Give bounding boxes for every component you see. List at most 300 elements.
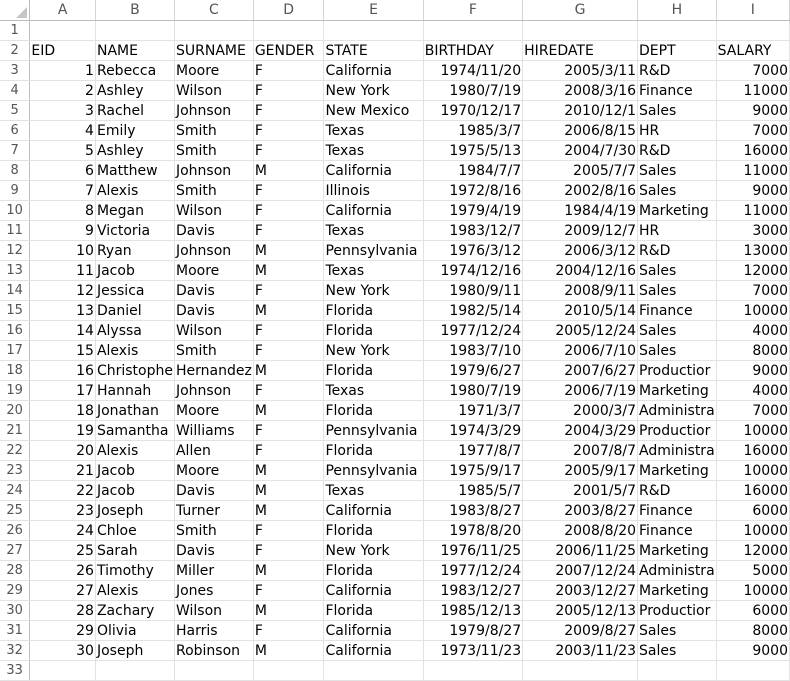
cell[interactable]: 8000	[716, 341, 789, 361]
row-header[interactable]: 9	[0, 181, 30, 201]
cell[interactable]: F	[253, 381, 324, 401]
cell[interactable]: 5000	[716, 561, 789, 581]
cell[interactable]: Administra	[639, 562, 715, 579]
cell[interactable]: Texas	[324, 121, 423, 141]
cell[interactable]: New York	[324, 281, 423, 301]
column-header-i[interactable]: I	[716, 0, 789, 21]
cell[interactable]: Ashley	[95, 81, 174, 101]
cell[interactable]: Robinson	[174, 641, 253, 661]
cell[interactable]: 2001/5/7	[523, 481, 638, 501]
cell[interactable]: 2010/5/14	[523, 301, 638, 321]
cell[interactable]: Megan	[95, 201, 174, 221]
row-header[interactable]: 24	[0, 481, 30, 501]
cell[interactable]: Davis	[174, 221, 253, 241]
cell[interactable]: SALARY	[716, 41, 789, 61]
cell[interactable]: 2007/12/24	[523, 561, 638, 581]
cell[interactable]: 1983/8/27	[423, 501, 522, 521]
cell[interactable]	[30, 21, 96, 41]
cell[interactable]: Allen	[174, 441, 253, 461]
cell[interactable]: Smith	[174, 181, 253, 201]
cell[interactable]: 2008/8/20	[523, 521, 638, 541]
cell[interactable]: Florida	[324, 401, 423, 421]
cell[interactable]: R&D	[638, 141, 717, 161]
cell[interactable]: STATE	[324, 41, 423, 61]
cell[interactable]: 2004/3/29	[523, 421, 638, 441]
cell[interactable]: Productior	[638, 361, 717, 381]
cell[interactable]: 12000	[716, 261, 789, 281]
row-header[interactable]: 21	[0, 421, 30, 441]
cell[interactable]: HR	[638, 221, 717, 241]
cell[interactable]: California	[324, 621, 423, 641]
row-header[interactable]: 17	[0, 341, 30, 361]
cell[interactable]	[324, 661, 423, 681]
cell[interactable]: Matthew	[95, 161, 174, 181]
cell[interactable]: M	[253, 601, 324, 621]
cell[interactable]: Moore	[174, 61, 253, 81]
cell[interactable]: 1977/12/24	[423, 561, 522, 581]
cell[interactable]: 1976/3/12	[423, 241, 522, 261]
cell[interactable]	[423, 661, 522, 681]
cell[interactable]: Pennsylvania	[324, 241, 423, 261]
cell[interactable]: Samantha	[95, 421, 174, 441]
cell[interactable]: Florida	[324, 601, 423, 621]
column-header-c[interactable]: C	[174, 0, 253, 21]
cell[interactable]: Sales	[638, 181, 717, 201]
cell[interactable]: 10000	[716, 581, 789, 601]
cell[interactable]: 5	[30, 141, 96, 161]
cell[interactable]: California	[324, 581, 423, 601]
cell[interactable]: 23	[30, 501, 96, 521]
cell[interactable]: 11000	[716, 161, 789, 181]
cell[interactable]: M	[253, 261, 324, 281]
cell[interactable]: 8	[30, 201, 96, 221]
cell[interactable]: 6000	[716, 601, 789, 621]
cell[interactable]: Hannah	[95, 381, 174, 401]
cell[interactable]: Marketing	[638, 381, 717, 401]
cell[interactable]: New Mexico	[324, 101, 423, 121]
cell[interactable]: 1980/7/19	[423, 81, 522, 101]
cell[interactable]: 3000	[716, 221, 789, 241]
cell[interactable]: Smith	[174, 121, 253, 141]
cell[interactable]	[95, 21, 174, 41]
cell[interactable]: 9	[30, 221, 96, 241]
cell[interactable]: 1980/9/11	[423, 281, 522, 301]
cell[interactable]: Sarah	[95, 541, 174, 561]
cell[interactable]: F	[253, 201, 324, 221]
cell[interactable]: Productior	[638, 421, 717, 441]
cell[interactable]: Sales	[638, 341, 717, 361]
row-header[interactable]: 29	[0, 581, 30, 601]
cell[interactable]: 10000	[716, 461, 789, 481]
cell[interactable]: Timothy	[95, 561, 174, 581]
cell[interactable]: Moore	[174, 261, 253, 281]
cell[interactable]	[638, 21, 717, 41]
cell[interactable]: 2008/3/16	[523, 81, 638, 101]
cell[interactable]: Turner	[174, 501, 253, 521]
cell[interactable]: 2009/8/27	[523, 621, 638, 641]
row-header[interactable]: 19	[0, 381, 30, 401]
row-header[interactable]: 11	[0, 221, 30, 241]
cell[interactable]: Administra	[639, 442, 715, 459]
cell[interactable]: 1	[30, 61, 96, 81]
cell[interactable]: M	[253, 501, 324, 521]
cell[interactable]: 7000	[716, 281, 789, 301]
cell[interactable]: 2003/11/23	[523, 641, 638, 661]
cell[interactable]: 14	[30, 321, 96, 341]
cell[interactable]: Sales	[638, 621, 717, 641]
row-header[interactable]: 25	[0, 501, 30, 521]
cell[interactable]: New York	[324, 81, 423, 101]
cell[interactable]: M	[253, 461, 324, 481]
cell[interactable]: 4	[30, 121, 96, 141]
cell[interactable]	[523, 661, 638, 681]
cell[interactable]: 2005/12/13	[523, 601, 638, 621]
row-header[interactable]: 12	[0, 241, 30, 261]
column-header-a[interactable]: A	[30, 0, 96, 21]
cell[interactable]: Jacob	[95, 261, 174, 281]
cell[interactable]: Texas	[324, 481, 423, 501]
cell[interactable]: HIREDATE	[523, 41, 638, 61]
cell[interactable]: 4000	[716, 381, 789, 401]
cell[interactable]: Joseph	[95, 501, 174, 521]
cell[interactable]	[95, 661, 174, 681]
row-header[interactable]: 33	[0, 661, 30, 681]
row-header[interactable]: 1	[0, 21, 30, 41]
cell[interactable]: 2005/3/11	[523, 61, 638, 81]
column-header-g[interactable]: G	[523, 0, 638, 21]
cell[interactable]: 9000	[716, 181, 789, 201]
cell[interactable]	[423, 21, 522, 41]
cell[interactable]: 9000	[716, 641, 789, 661]
cell[interactable]: 2005/9/17	[523, 461, 638, 481]
cell[interactable]: SURNAME	[174, 41, 253, 61]
cell[interactable]: Administra	[639, 402, 715, 419]
cell[interactable]: Moore	[174, 401, 253, 421]
cell[interactable]: M	[253, 481, 324, 501]
cell[interactable]: F	[253, 441, 324, 461]
cell[interactable]: 1975/9/17	[423, 461, 522, 481]
cell[interactable]: 1983/7/10	[423, 341, 522, 361]
cell[interactable]: Texas	[324, 261, 423, 281]
cell[interactable]: 16000	[716, 441, 789, 461]
row-header[interactable]: 3	[0, 61, 30, 81]
cell[interactable]: 2006/7/19	[523, 381, 638, 401]
cell[interactable]: Marketing	[638, 201, 717, 221]
cell[interactable]: F	[253, 541, 324, 561]
cell[interactable]: R&D	[638, 481, 717, 501]
cell[interactable]: M	[253, 641, 324, 661]
cell[interactable]: California	[324, 641, 423, 661]
cell[interactable]: 1972/8/16	[423, 181, 522, 201]
cell[interactable]: F	[253, 341, 324, 361]
cell[interactable]: 25	[30, 541, 96, 561]
row-header[interactable]: 7	[0, 141, 30, 161]
row-header[interactable]: 28	[0, 561, 30, 581]
cell[interactable]: 13	[30, 301, 96, 321]
cell[interactable]: 2003/12/27	[523, 581, 638, 601]
cell[interactable]: 1979/4/19	[423, 201, 522, 221]
cell[interactable]: F	[253, 61, 324, 81]
row-header[interactable]: 16	[0, 321, 30, 341]
cell[interactable]: 30	[30, 641, 96, 661]
row-header[interactable]: 30	[0, 601, 30, 621]
cell[interactable]: R&D	[638, 241, 717, 261]
cell[interactable]: 7000	[716, 61, 789, 81]
cell[interactable]: 1977/8/7	[423, 441, 522, 461]
column-header-d[interactable]: D	[253, 0, 324, 21]
cell[interactable]: 11000	[716, 201, 789, 221]
cell[interactable]: Wilson	[174, 601, 253, 621]
cell[interactable]: Marketing	[638, 541, 717, 561]
cell[interactable]: 11	[30, 261, 96, 281]
cell[interactable]: 1985/3/7	[423, 121, 522, 141]
cell[interactable]: Zachary	[95, 601, 174, 621]
cell[interactable]: Jessica	[95, 281, 174, 301]
cell[interactable]: 1983/12/27	[423, 581, 522, 601]
cell[interactable]: Pennsylvania	[324, 461, 423, 481]
cell[interactable]: 7000	[716, 121, 789, 141]
cell[interactable]: Ashley	[95, 141, 174, 161]
cell[interactable]: 1974/11/20	[423, 61, 522, 81]
cell[interactable]: 29	[30, 621, 96, 641]
cell[interactable]: 15	[30, 341, 96, 361]
cell[interactable]: California	[324, 501, 423, 521]
cell[interactable]: Olivia	[95, 621, 174, 641]
cell[interactable]: M	[253, 241, 324, 261]
cell[interactable]: Finance	[638, 301, 717, 321]
cell[interactable]: 11000	[716, 81, 789, 101]
cell[interactable]: California	[324, 161, 423, 181]
cell[interactable]: 1982/5/14	[423, 301, 522, 321]
cell[interactable]: Finance	[638, 81, 717, 101]
cell[interactable]: 6000	[716, 501, 789, 521]
cell[interactable]: New York	[324, 341, 423, 361]
cell[interactable]: New York	[324, 541, 423, 561]
cell[interactable]: 17	[30, 381, 96, 401]
cell[interactable]: Victoria	[95, 221, 174, 241]
cell[interactable]: Finance	[638, 521, 717, 541]
cell[interactable]: Davis	[174, 541, 253, 561]
cell[interactable]: Miller	[174, 561, 253, 581]
cell[interactable]: Alexis	[95, 341, 174, 361]
cell[interactable]: F	[253, 321, 324, 341]
cell[interactable]: Sales	[638, 321, 717, 341]
cell[interactable]: F	[253, 281, 324, 301]
cell[interactable]: Chloe	[95, 521, 174, 541]
cell[interactable]: Jonathan	[95, 401, 174, 421]
cell[interactable]: Florida	[324, 521, 423, 541]
cell[interactable]: F	[253, 181, 324, 201]
cell[interactable]: Illinois	[324, 181, 423, 201]
cell[interactable]: Florida	[324, 361, 423, 381]
cell[interactable]: Florida	[324, 561, 423, 581]
column-header-e[interactable]: E	[324, 0, 423, 21]
row-header[interactable]: 27	[0, 541, 30, 561]
cell[interactable]: Davis	[174, 301, 253, 321]
cell[interactable]: 16000	[716, 481, 789, 501]
cell[interactable]	[716, 661, 789, 681]
cell[interactable]: Smith	[174, 141, 253, 161]
cell[interactable]: 2	[30, 81, 96, 101]
cell[interactable]: 7	[30, 181, 96, 201]
cell[interactable]: Florida	[324, 301, 423, 321]
cell[interactable]: F	[253, 81, 324, 101]
cell[interactable]: Sales	[638, 281, 717, 301]
row-header[interactable]: 8	[0, 161, 30, 181]
cell[interactable]: 2004/12/16	[523, 261, 638, 281]
cell[interactable]: 1974/3/29	[423, 421, 522, 441]
cell[interactable]: DEPT	[638, 41, 717, 61]
cell[interactable]: 2008/9/11	[523, 281, 638, 301]
cell[interactable]: M	[253, 401, 324, 421]
cell[interactable]: 8000	[716, 621, 789, 641]
cell[interactable]: Johnson	[174, 381, 253, 401]
cell[interactable]: Alexis	[95, 581, 174, 601]
cell[interactable]: Marketing	[638, 461, 717, 481]
column-header-f[interactable]: F	[423, 0, 522, 21]
cell[interactable]: Davis	[174, 281, 253, 301]
column-header-b[interactable]: B	[95, 0, 174, 21]
cell[interactable]	[638, 661, 717, 681]
cell[interactable]: 2002/8/16	[523, 181, 638, 201]
cell[interactable]: F	[253, 101, 324, 121]
cell[interactable]: Texas	[324, 221, 423, 241]
cell[interactable]: 1970/12/17	[423, 101, 522, 121]
cell[interactable]: Smith	[174, 341, 253, 361]
cell[interactable]: F	[253, 141, 324, 161]
cell[interactable]: Rachel	[95, 101, 174, 121]
cell[interactable]: 2003/8/27	[523, 501, 638, 521]
cell[interactable]: Jones	[174, 581, 253, 601]
cell[interactable]: M	[253, 161, 324, 181]
cell[interactable]: 1985/5/7	[423, 481, 522, 501]
cell[interactable]: Wilson	[174, 81, 253, 101]
cell[interactable]: 28	[30, 601, 96, 621]
cell[interactable]: 1974/12/16	[423, 261, 522, 281]
cell[interactable]: 2000/3/7	[523, 401, 638, 421]
row-header[interactable]: 4	[0, 81, 30, 101]
cell[interactable]: Johnson	[174, 161, 253, 181]
row-header[interactable]: 18	[0, 361, 30, 381]
row-header[interactable]: 5	[0, 101, 30, 121]
cell[interactable]: California	[324, 61, 423, 81]
cell[interactable]: 4000	[716, 321, 789, 341]
cell[interactable]: Finance	[638, 501, 717, 521]
cell[interactable]: GENDER	[253, 41, 324, 61]
cell[interactable]: Florida	[324, 441, 423, 461]
row-header[interactable]: 15	[0, 301, 30, 321]
cell[interactable]: Williams	[174, 421, 253, 441]
cell[interactable]: 13000	[716, 241, 789, 261]
cell[interactable]: 2009/12/7	[523, 221, 638, 241]
cell[interactable]: 27	[30, 581, 96, 601]
cell[interactable]: 2006/3/12	[523, 241, 638, 261]
cell[interactable]	[174, 661, 253, 681]
cell[interactable]: California	[324, 201, 423, 221]
cell[interactable]: Harris	[174, 621, 253, 641]
cell[interactable]: Joseph	[95, 641, 174, 661]
cell[interactable]: Alexis	[95, 441, 174, 461]
cell[interactable]	[30, 661, 96, 681]
cell[interactable]: Christophe	[96, 362, 173, 379]
cell[interactable]: 22	[30, 481, 96, 501]
cell[interactable]: Wilson	[174, 201, 253, 221]
cell[interactable]: 6	[30, 161, 96, 181]
cell[interactable]: 16	[30, 361, 96, 381]
cell[interactable]: 12	[30, 281, 96, 301]
cell[interactable]	[253, 661, 324, 681]
cell[interactable]: 19	[30, 421, 96, 441]
cell[interactable]: Ryan	[95, 241, 174, 261]
row-header[interactable]: 13	[0, 261, 30, 281]
cell[interactable]: F	[253, 521, 324, 541]
cell[interactable]: 12000	[716, 541, 789, 561]
cell[interactable]	[716, 21, 789, 41]
cell[interactable]: 1984/7/7	[423, 161, 522, 181]
cell[interactable]: 3	[30, 101, 96, 121]
cell[interactable]: Jacob	[95, 461, 174, 481]
row-header[interactable]: 31	[0, 621, 30, 641]
cell[interactable]: 1971/3/7	[423, 401, 522, 421]
cell[interactable]: Wilson	[174, 321, 253, 341]
cell[interactable]: R&D	[638, 61, 717, 81]
cell[interactable]: 1976/11/25	[423, 541, 522, 561]
cell[interactable]: 2006/8/15	[523, 121, 638, 141]
cell[interactable]	[523, 21, 638, 41]
cell[interactable]: EID	[30, 41, 96, 61]
cell[interactable]: Marketing	[638, 581, 717, 601]
cell[interactable]: 16000	[716, 141, 789, 161]
cell[interactable]: BIRTHDAY	[423, 41, 522, 61]
cell[interactable]: 2007/6/27	[523, 361, 638, 381]
cell[interactable]: M	[253, 561, 324, 581]
cell[interactable]: 1975/5/13	[423, 141, 522, 161]
cell[interactable]: Pennsylvania	[324, 421, 423, 441]
cell[interactable]: 1978/8/20	[423, 521, 522, 541]
cell[interactable]: 9000	[716, 101, 789, 121]
cell[interactable]: HR	[638, 121, 717, 141]
cell[interactable]: 7000	[716, 401, 789, 421]
cell[interactable]: 1973/11/23	[423, 641, 522, 661]
cell[interactable]	[324, 21, 423, 41]
cell[interactable]: NAME	[95, 41, 174, 61]
cell[interactable]: F	[253, 421, 324, 441]
row-header[interactable]: 14	[0, 281, 30, 301]
cell[interactable]: Johnson	[174, 241, 253, 261]
cell[interactable]: Sales	[638, 161, 717, 181]
row-header[interactable]: 32	[0, 641, 30, 661]
cell[interactable]: Texas	[324, 141, 423, 161]
row-header[interactable]: 23	[0, 461, 30, 481]
cell[interactable]: Texas	[324, 381, 423, 401]
cell[interactable]: Sales	[638, 101, 717, 121]
cell[interactable]: 2004/7/30	[523, 141, 638, 161]
cell[interactable]: F	[253, 121, 324, 141]
row-header[interactable]: 2	[0, 41, 30, 61]
row-header[interactable]: 10	[0, 201, 30, 221]
cell[interactable]: 1984/4/19	[523, 201, 638, 221]
cell[interactable]: 1977/12/24	[423, 321, 522, 341]
cell[interactable]: 2006/7/10	[523, 341, 638, 361]
cell[interactable]: Johnson	[174, 101, 253, 121]
cell[interactable]: 1980/7/19	[423, 381, 522, 401]
cell[interactable]: F	[253, 621, 324, 641]
cell[interactable]: Sales	[638, 261, 717, 281]
cell[interactable]: 24	[30, 521, 96, 541]
cell[interactable]: 9000	[716, 361, 789, 381]
cell[interactable]: F	[253, 581, 324, 601]
cell[interactable]: M	[253, 361, 324, 381]
